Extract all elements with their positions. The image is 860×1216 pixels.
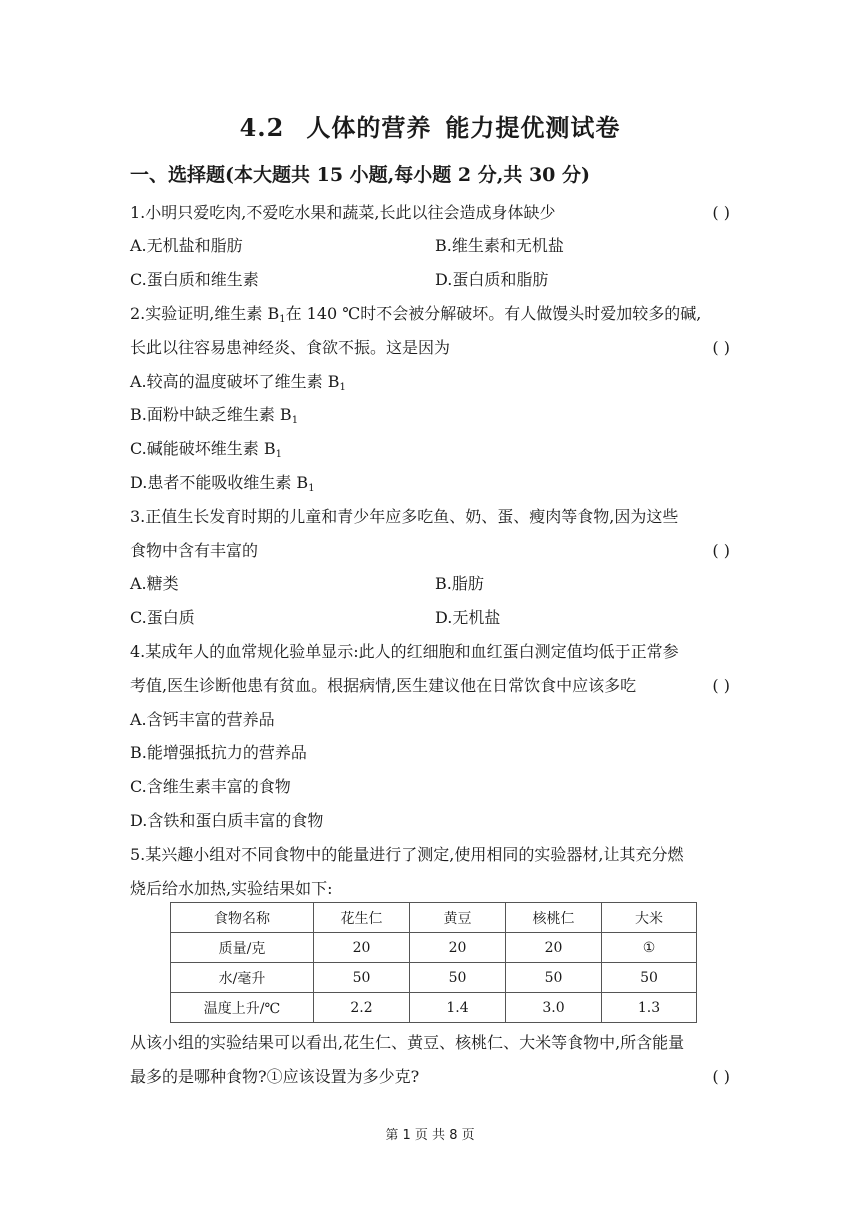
table-header-cell: 花生仁 [314,903,410,933]
table-cell: 质量/克 [171,933,314,963]
answer-paren: ( ) [712,541,730,560]
answer-paren: ( ) [712,676,730,695]
q3-stem-line1: 3.正值生长发育时期的儿童和青少年应多吃鱼、奶、蛋、瘦肉等食物,因为这些 [130,507,679,526]
q2-option-b: B.面粉中缺乏维生素 $B_1$ [130,405,299,426]
q1-option-b: B.维生素和无机盐 [435,236,564,255]
page-title: 4.2 人体的营养 能力提优测试卷 [239,113,621,142]
q5-after-line2: 最多的是哪种食物?①应该设置为多少克? ( ) [130,1067,730,1086]
q1-option-a: A.无机盐和脂肪 [130,236,243,255]
q3-option-b: B.脂肪 [435,574,484,593]
answer-paren: ( ) [712,1067,730,1086]
table-cell: 50 [602,963,697,993]
q1-option-d: D.蛋白质和脂肪 [435,270,549,289]
table-header-cell: 食物名称 [171,903,314,933]
table-cell: 50 [410,963,506,993]
q3-option-c: C.蛋白质 [130,608,195,627]
q4-option-c: C.含维生素丰富的食物 [130,777,291,796]
q1-stem: 1.小明只爱吃肉,不爱吃水果和蔬菜,长此以往会造成身体缺少 ( ) [130,203,730,222]
q1-option-c: C.蛋白质和维生素 [130,270,259,289]
q2-option-a: A.较高的温度破坏了维生素 $B_1$ [130,372,346,393]
table-header-cell: 黄豆 [410,903,506,933]
q4-option-a: A.含钙丰富的营养品 [130,710,275,729]
answer-paren: ( ) [712,203,730,222]
table-cell: 温度上升/℃ [171,993,314,1023]
table-header-cell: 大米 [602,903,697,933]
q3-option-a: A.糖类 [130,574,179,593]
table-cell: 20 [506,933,602,963]
table-cell: 3.0 [506,993,602,1023]
table-row [171,963,697,993]
q4-option-b: B.能增强抵抗力的营养品 [130,743,307,762]
table-cell: 2.2 [314,993,410,1023]
table-cell: 1.3 [602,993,697,1023]
page-footer: 第 1 页 共 8 页 [385,1128,475,1143]
table-header-row [171,903,697,933]
section-heading: 一、选择题(本大题共 15 小题,每小题 2 分,共 30 分) [130,164,590,186]
q3-option-d: D.无机盐 [435,608,501,627]
table-row [171,933,697,963]
q2-option-d: D.患者不能吸收维生素 $B_1$ [130,473,315,494]
q5-stem-line1: 5.某兴趣小组对不同食物中的能量进行了测定,使用相同的实验器材,让其充分燃 [130,845,684,864]
q2-stem-line2: 长此以往容易患神经炎、食欲不振。这是因为 ( ) [130,338,730,357]
table-cell: 50 [314,963,410,993]
q4-stem-line1: 4.某成年人的血常规化验单显示:此人的红细胞和血红蛋白测定值均低于正常参 [130,642,679,661]
q2-option-c: C.碱能破坏维生素 $B_1$ [130,439,282,460]
table-cell: 50 [506,963,602,993]
table-cell: 水/毫升 [171,963,314,993]
table-cell: 20 [314,933,410,963]
q3-stem-line2: 食物中含有丰富的 ( ) [130,541,730,560]
table-cell: ① [602,933,697,963]
answer-paren: ( ) [712,338,730,357]
experiment-table [170,902,697,1023]
q5-after-line1: 从该小组的实验结果可以看出,花生仁、黄豆、核桃仁、大米等食物中,所含能量 [130,1033,685,1052]
table-cell: 1.4 [410,993,506,1023]
q4-option-d: D.含铁和蛋白质丰富的食物 [130,811,324,830]
table-row [171,993,697,1023]
table-cell: 20 [410,933,506,963]
table-header-cell: 核桃仁 [506,903,602,933]
q2-stem-line1: 2.实验证明,维生素 $B_1$在 140 ℃时不会被分解破坏。有人做馒头时爱加较多的碱, [130,304,702,325]
q4-stem-line2: 考值,医生诊断他患有贫血。根据病情,医生建议他在日常饮食中应该多吃 ( ) [130,676,730,695]
q5-stem-line2: 烧后给水加热,实验结果如下: [130,879,333,898]
